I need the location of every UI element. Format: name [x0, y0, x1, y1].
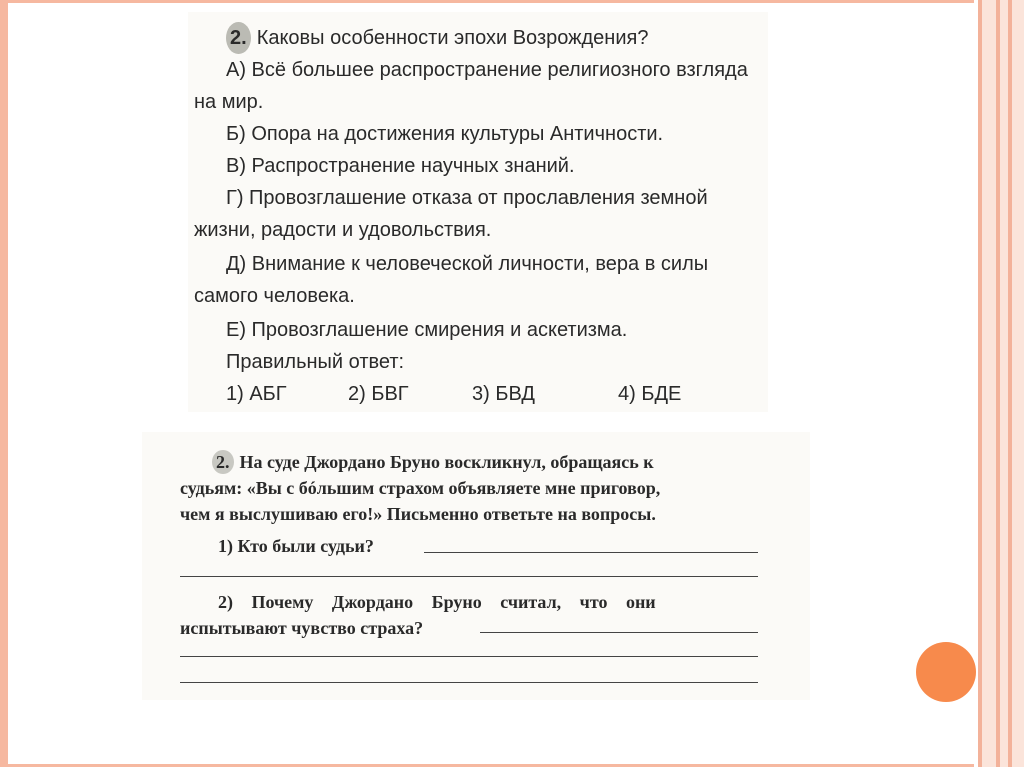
option-b: Б) Опора на достижения культуры Античности.: [226, 123, 664, 145]
task2-question-1: 1) Кто были судьи?: [218, 536, 374, 556]
option-a-line1: А) Всё большее распространение религиозного взгляда: [226, 59, 748, 81]
answer-label: Правильный ответ:: [226, 351, 405, 373]
task2-text-line2: судьям: «Вы с бóльшим страхом объявляете мне приговор,: [180, 478, 661, 498]
task2-number: 2.: [212, 450, 234, 474]
task2-question-2-line2: испытывают чувство страха?: [180, 618, 424, 638]
option-v: В) Распространение научных знаний.: [226, 155, 575, 177]
task2-text-line3: чем я выслушиваю его!» Письменно ответьте на вопросы.: [180, 504, 656, 524]
option-g-line2: жизни, радости и удовольствия.: [194, 219, 492, 241]
option-g-line1: Г) Провозглашение отказа от прославления земной: [226, 187, 708, 209]
answer-option-2: 2) БВГ: [348, 383, 409, 405]
answer-option-4: 4) БДЕ: [618, 383, 682, 405]
option-d-line1: Д) Внимание к человеческой личности, вера в силы: [226, 253, 709, 275]
answer-line-1b: [180, 576, 758, 577]
task1-scan: [188, 12, 768, 412]
option-d-line2: самого человека.: [194, 285, 355, 307]
task2-question-2-line1: 2) Почему Джордано Бруно считал, что они: [218, 592, 656, 612]
orange-circle-decoration: [916, 642, 976, 702]
task2-text-line1: 2. На суде Джордано Бруно воскликнул, обращаясь к: [212, 450, 654, 474]
task1-question: 2. Каковы особенности эпохи Возрождения?: [226, 22, 648, 54]
decorative-stripes: [974, 0, 1024, 767]
answer-line-2c: [180, 682, 758, 683]
option-a-line2: на мир.: [194, 91, 264, 113]
option-e: Е) Провозглашение смирения и аскетизма.: [226, 319, 628, 341]
answer-line-1a: [424, 552, 758, 553]
answer-option-3: 3) БВД: [472, 383, 535, 405]
answer-option-1: 1) АБГ: [226, 383, 287, 405]
answer-line-2a: [480, 632, 758, 633]
task1-number: 2.: [226, 22, 251, 54]
answer-line-2b: [180, 656, 758, 657]
task2-scan: [142, 432, 810, 700]
